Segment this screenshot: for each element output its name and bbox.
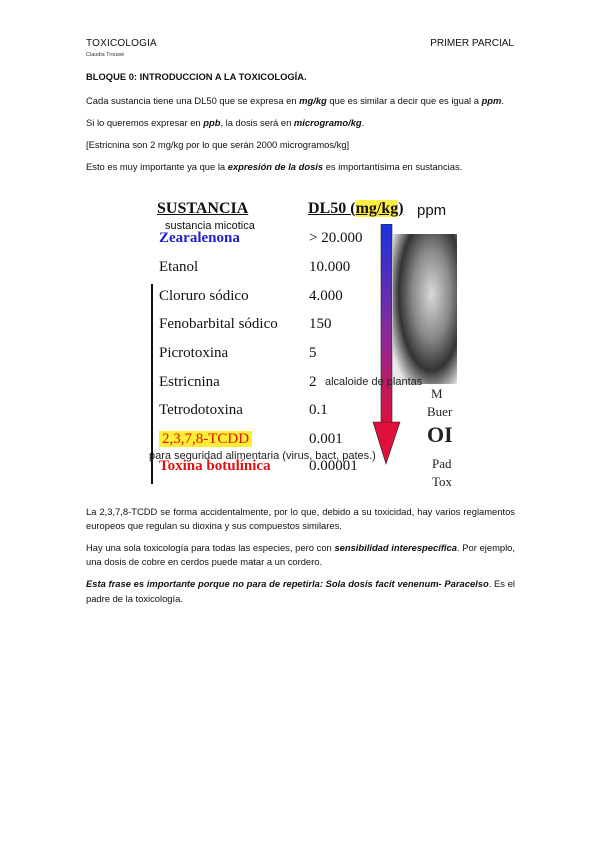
emphasis: sensibilidad interespecífica	[334, 542, 457, 554]
text: Hay una sola toxicología para todas las especies, pero con	[86, 542, 335, 554]
column-header-ppm: ppm	[417, 202, 447, 219]
document-body-lower	[86, 505, 515, 614]
row-value: 2	[309, 374, 317, 390]
portrait-text: Tox	[432, 474, 453, 489]
text: Si lo queremos expresar en	[86, 117, 204, 129]
paragraph-estricnina: [Estricnina son 2 mg/kg por lo que serán 2000 microgramos/kg]	[86, 139, 350, 151]
row-name: Estricnina	[159, 374, 220, 390]
note-micotica: sustancia micotica	[165, 220, 255, 232]
header-author: Claudia Trouwé	[86, 52, 125, 58]
row-value: 0.001	[309, 431, 343, 447]
emphasis: ppb	[203, 117, 221, 129]
text: . Por ejemplo, una dosis de cobre en cerdos puede matar a un cordero.	[86, 542, 516, 568]
paragraph-sensibilidad	[86, 541, 515, 569]
row-name: Tetrodotoxina	[159, 402, 243, 418]
text: es importantísima en sustancias.	[323, 161, 463, 173]
text: .	[361, 117, 365, 129]
row-value: 0.00001	[309, 458, 358, 474]
text: , la dosis será en	[220, 117, 294, 129]
portrait-text: Buer	[427, 404, 453, 419]
emphasis: microgramo/kg	[293, 117, 362, 129]
header-exam: PRIMER PARCIAL	[430, 38, 514, 49]
row-name: Fenobarbital sódico	[159, 316, 278, 332]
text: mg/kg	[355, 200, 399, 217]
section-title: BLOQUE 0: INTRODUCCION A LA TOXICOLOGÍA.	[86, 71, 307, 82]
row-name: Etanol	[159, 259, 199, 275]
column-header-sustancia: SUSTANCIA	[157, 200, 249, 217]
column-header-dl50	[308, 200, 404, 218]
note-plants: alcaloide de plantas	[325, 376, 423, 388]
text: .	[501, 95, 504, 107]
document-body	[86, 70, 515, 183]
highlighted-name: 2,3,7,8-TCDD	[159, 431, 252, 447]
text: DL50 (	[308, 200, 356, 217]
row-value: 0.1	[309, 402, 328, 418]
row-name	[159, 431, 252, 448]
dl50-figure	[145, 194, 457, 494]
toxicity-arrow	[371, 224, 407, 474]
emphasis: ppm	[481, 95, 502, 107]
row-name: Zearalenona	[159, 230, 240, 246]
text: . Es el padre de la toxicología.	[86, 578, 515, 604]
portrait-text: Pad	[432, 456, 452, 471]
portrait-text: M	[431, 386, 443, 401]
paragraph-paracelso	[86, 577, 515, 605]
row-value: 10.000	[309, 259, 351, 275]
row-name: Toxina botulínica	[159, 458, 271, 474]
portrait-text: OI	[427, 422, 453, 447]
row-value: > 20.000	[309, 230, 363, 246]
paragraph-ppb	[86, 116, 515, 130]
paragraph-dl50	[86, 94, 515, 108]
text: Esto es muy importante ya que la	[86, 161, 228, 173]
row-name: Cloruro sódico	[159, 288, 249, 304]
row-value: 5	[309, 345, 317, 361]
row-value: 4.000	[309, 288, 343, 304]
paragraph-importance	[86, 160, 515, 174]
text: Cada sustancia tiene una DL50 que se expresa en	[86, 95, 300, 107]
paragraph-tcdd: La 2,3,7,8-TCDD se forma accidentalmente, por lo que, debido a su toxicidad, hay varios reglamentos europeos que regulan su dioxina y sus compuestos similares.	[86, 506, 515, 532]
emphasis: Esta frase es importante porque no para de repetirla: Sola dosis facit venenum- Paracelso	[86, 578, 489, 590]
row-name: Picrotoxina	[159, 345, 229, 361]
header-subject: TOXICOLOGIA	[86, 38, 157, 49]
note-food-safety: para seguridad alimentaria (virus, bact, pates.)	[149, 450, 376, 462]
text: )	[398, 200, 404, 217]
emphasis: expresión de la dosis	[227, 161, 324, 173]
row-value: 150	[309, 316, 332, 332]
emphasis: mg/kg	[299, 95, 327, 107]
text: que es similar a decir que es igual a	[326, 95, 482, 107]
